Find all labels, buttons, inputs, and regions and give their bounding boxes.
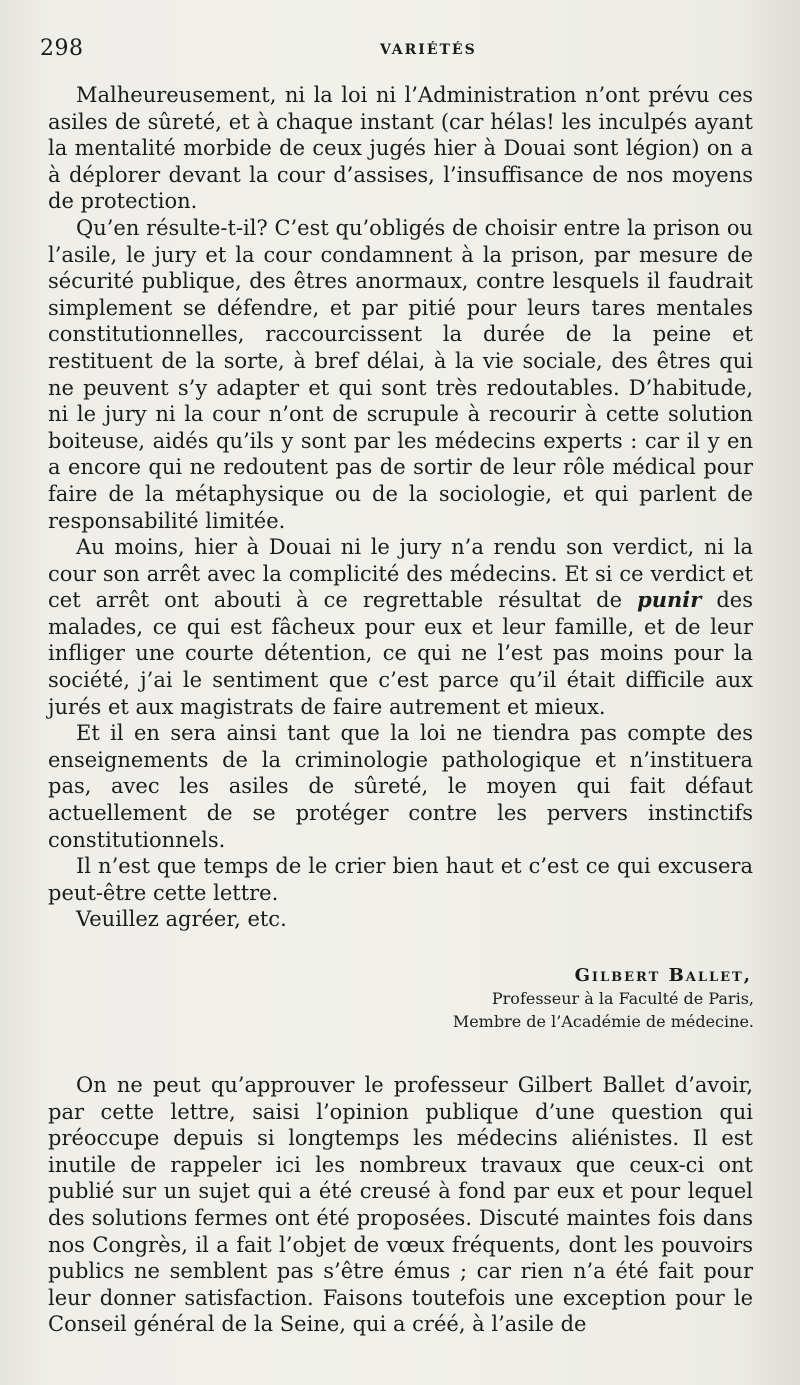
signature-block — [453, 964, 754, 1033]
letter-paragraph-5: Il n’est que temps de le crier bien haut et c’est ce qui excusera peut-être cette lettre. — [48, 854, 753, 905]
signatory-name: Gilbert Ballet, — [574, 965, 752, 986]
page-number: 298 — [40, 36, 84, 61]
page-header — [40, 36, 760, 66]
emphasized-word: punir — [637, 587, 702, 613]
letter-paragraph-1: Malheureusement, ni la loi ni l’Administration n’ont prévu ces asiles de sûreté, et à chaque instant (car hélas! les inculpés ayant la mentalité morbide de ceux jugés hier à Douai sont légion) on a à déplorer devant la cour d’assises, l’insuffisance de nos moyens de protection. — [48, 83, 753, 214]
letter-paragraph-2: Qu’en résulte-t-il? C’est qu’obligés de choisir entre la prison ou l’asile, le jury et la cour condamnent à la prison, par mesure de sécurité publique, des êtres anormaux, contre lesquels il faudrait simplement se défendre, et par pitié pour leurs tares mentales constitutionnelles, raccourcissent la durée de la peine et restituent de la sorte, à bref délai, à la vie sociale, des êtres qui ne peuvent s’y adapter et qui sont très redoutables. D’habitude, ni le jury ni la cour n’ont de scrupule à recourir à cette solution boiteuse, aidés qu’ils y sont par les médecins experts : car il y en a encore qui ne redoutent pas de sortir de leur rôle médical pour faire de la métaphysique ou de la sociologie, et qui parlent de responsabilité limitée. — [48, 215, 753, 533]
letter-body — [48, 82, 753, 933]
commentary-paragraph: On ne peut qu’approuver le professeur Gilbert Ballet d’avoir, par cette lettre, saisi l’opinion publique d’une question qui préoccupe depuis si longtemps les médecins aliénistes. Il est inutile de rappeler ici les nombreux travaux que ceux-ci ont publié sur un sujet qui a été creusé à fond par eux et pour lequel des solutions fermes ont été proposées. Discuté maintes fois dans nos Congrès, il a fait l’objet de vœux fréquents, dont les pouvoirs publics ne semblent pas s’être émus ; car rien n’a été fait pour leur donner satisfaction. Faisons toutefois une exception pour le Conseil général de la Seine, qui a créé, à l’asile de — [48, 1073, 753, 1337]
letter-paragraph-4: Et il en sera ainsi tant que la loi ne tiendra pas compte des enseignements de la criminologie pathologique et n’instituera pas, avec les asiles de sûreté, le moyen qui fait défaut actuellement de se protéger contre les pervers instinctifs constitutionnels. — [48, 721, 753, 852]
letter-paragraph-3-start: Au moins, hier à Douai ni le jury n’a rendu son verdict, ni la cour son arrêt avec la complicité des médecins. Et si ce verdict et cet arrêt ont abouti à ce regrettable résultat de — [48, 535, 753, 613]
signatory-title: Professeur à la Faculté de Paris, — [491, 989, 754, 1008]
letter-closing: Veuillez agréer, etc. — [76, 907, 287, 932]
letter-paragraph-3-end: des malades, ce qui est fâcheux pour eux et leur famille, et de leur infliger une courte détention, ce qui ne l’est pas moins pour la société, j’ai le sentiment que c’est parce qu’il était difficile aux jurés et aux magistrats de faire autrement et mieux. — [48, 588, 754, 719]
editorial-commentary — [48, 1072, 753, 1338]
letter-paragraph-3 — [48, 534, 753, 720]
running-title: VARIÉTÉS — [380, 42, 477, 58]
signatory-affiliation: Membre de l’Académie de médecine. — [452, 1012, 754, 1031]
